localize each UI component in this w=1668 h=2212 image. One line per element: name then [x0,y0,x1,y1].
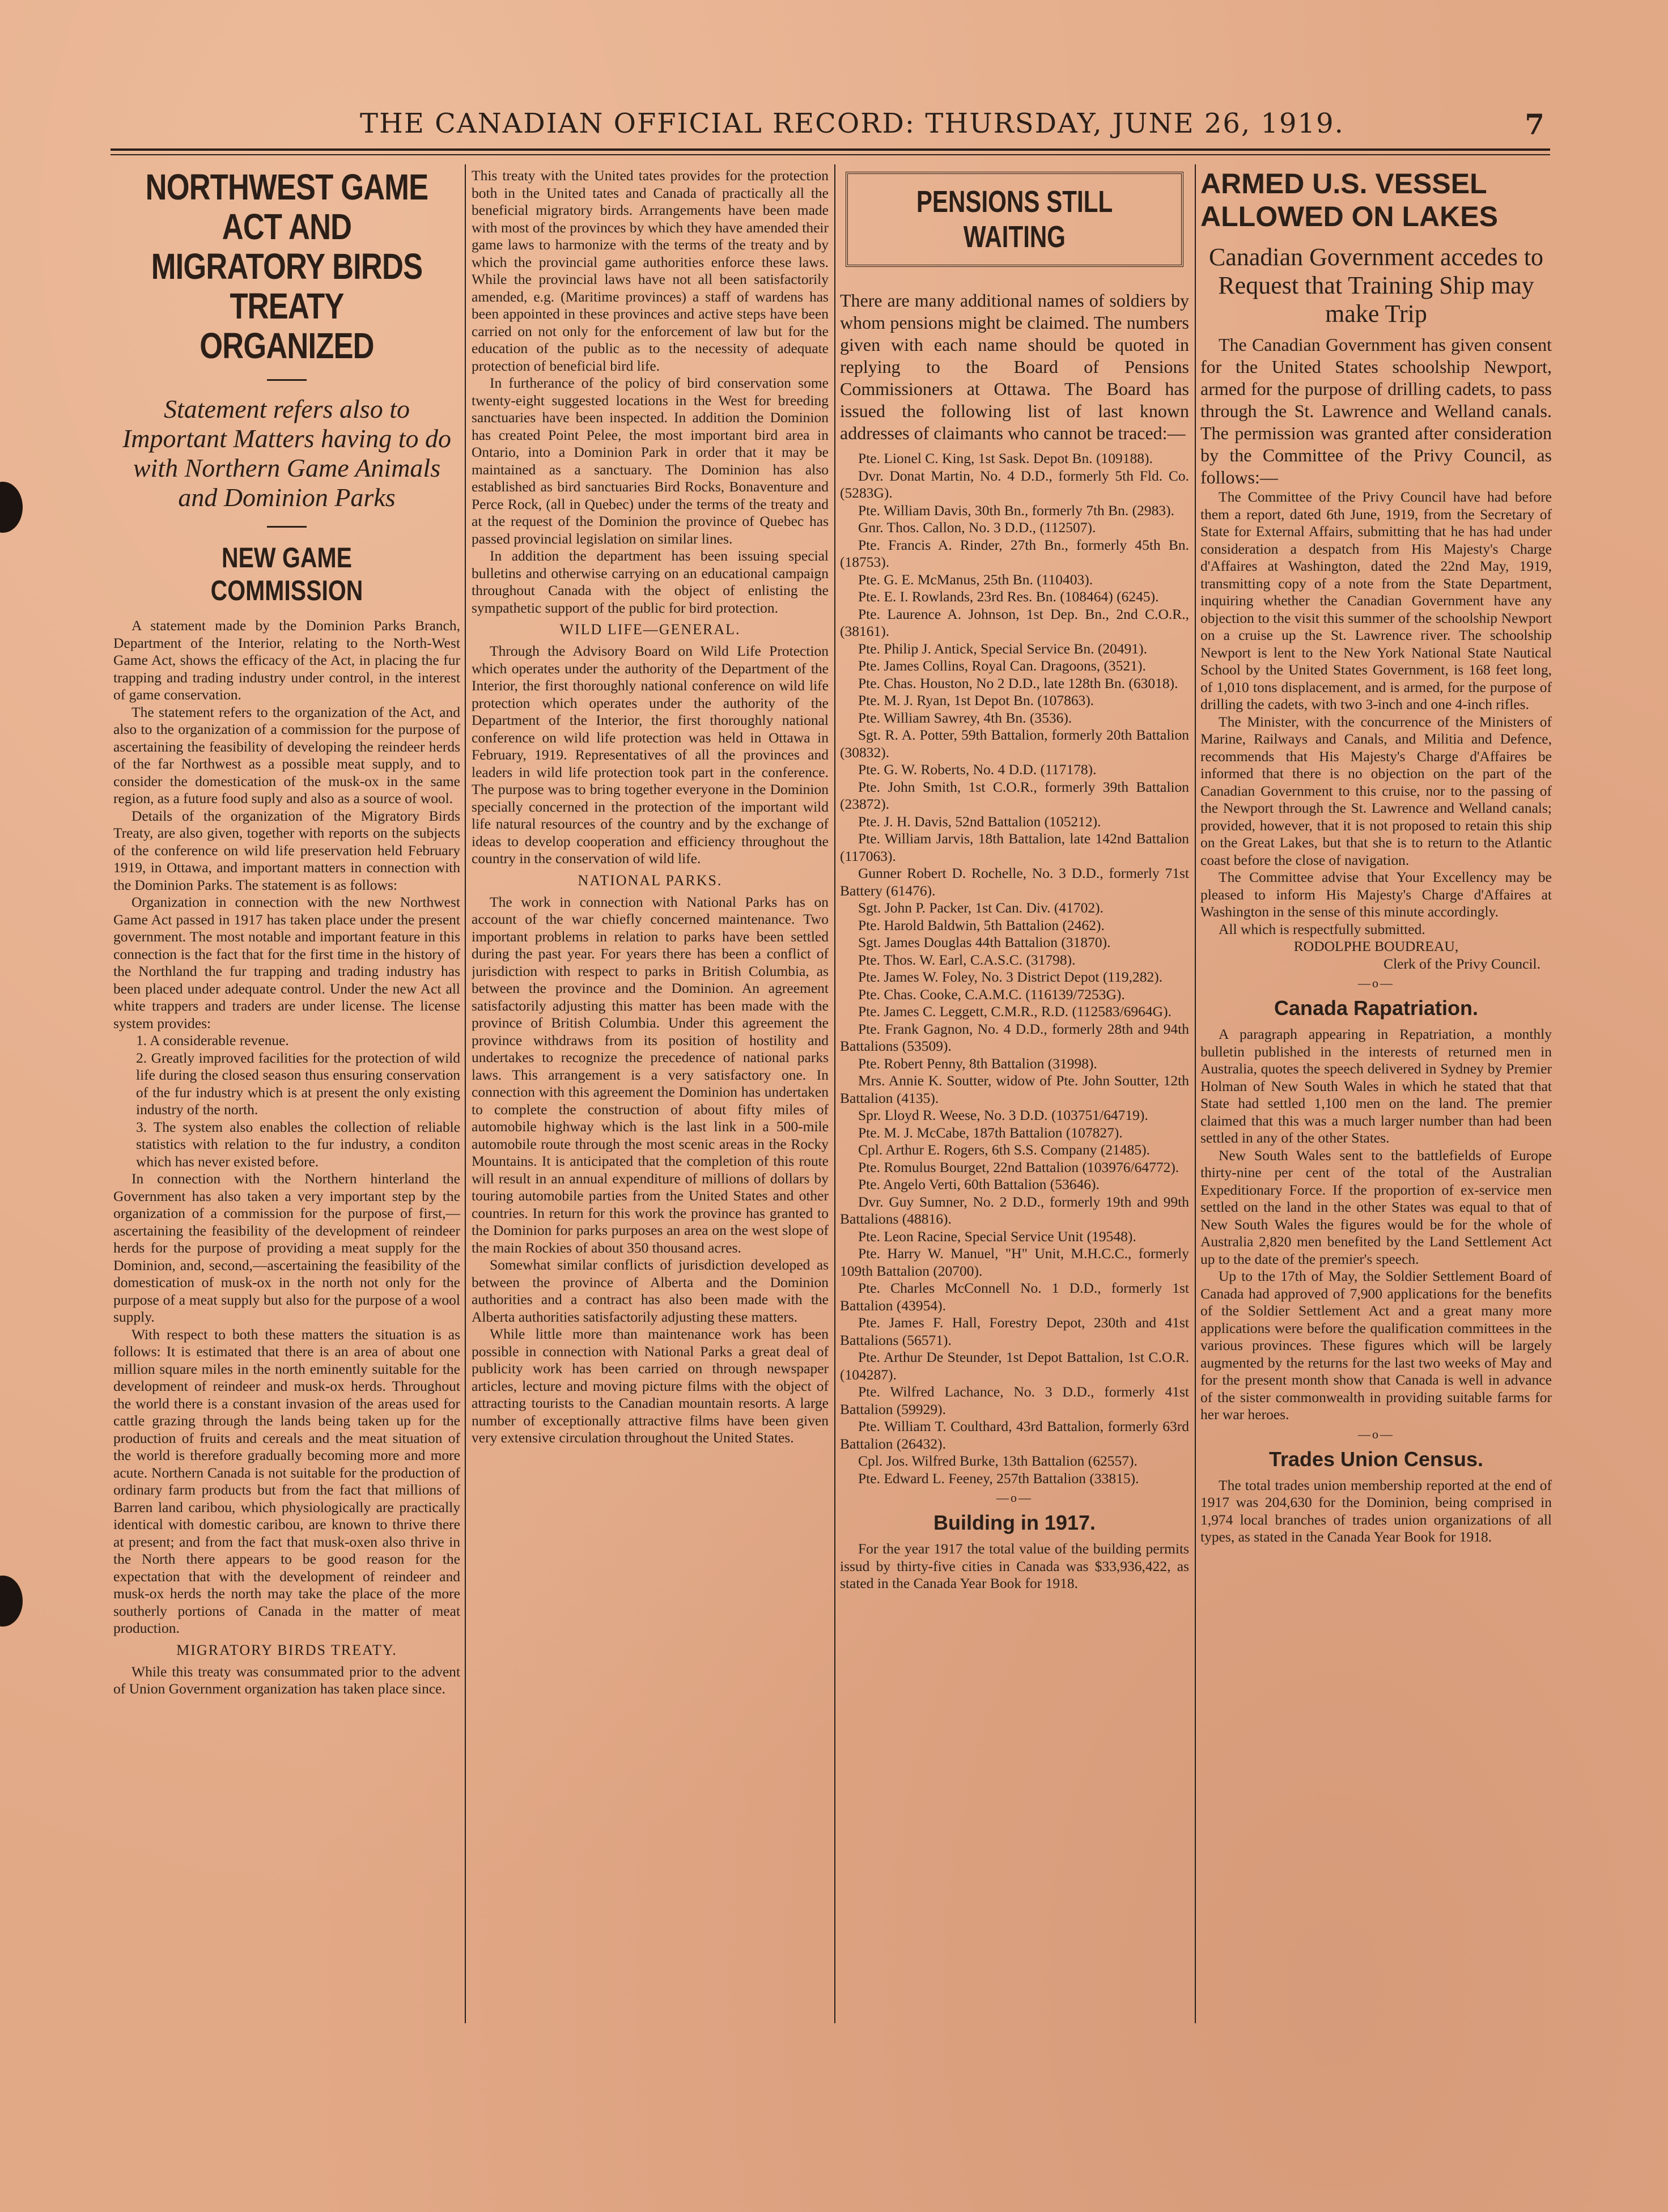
claimant-entry: Pte. Charles McConnell No. 1 D.D., formerly 1st Battalion (43954). [840,1280,1189,1314]
col2-paragraph: In furtherance of the policy of bird conservation some twenty-eight suggested locations in the West for breeding sanctuaries have been inspected. In addition the Dominion has created Point Pelee, the most important bird area in Ontario, into a Dominion Park in order that it may be maintained as a sanctuary. The Dominion has also established as bird sanctuaries Bird Rocks, Bonaventure and Perce Rock, (all in Quebec) under the terms of the treaty and at the request of the Dominion the province of Quebec has passed provincial legislation on similar lines. [472,375,829,547]
binding-hole-bottom [0,1576,23,1627]
claimant-entry: Dvr. Guy Sumner, No. 2 D.D., formerly 19th and 99th Battalions (48816). [840,1193,1189,1227]
ornament: —o— [996,1491,1033,1505]
col1-paragraph: Details of the organization of the Migratory Birds Treaty, are also given, together with reports on the subjects of the conference on wild life preservation held February 1919, in Ottawa, and important matters in connection with the Dominion Parks. The statement is as follows: [113,807,460,893]
col2-paragraph: Somewhat similar conflicts of jurisdiction developed as between the province of Alberta and the Dominion authorities and a contract has also been made with the Alberta authorities satisfactorily adjusting these matters. [472,1256,829,1325]
column-1 [113,167,460,2026]
claimant-entry: Pte. James W. Foley, No. 3 District Depot (119,282). [858,969,1163,985]
claimant-entry: Pte. Chas. Cooke, C.A.M.C. (116139/7253G). [858,986,1125,1003]
claimants-list [840,450,1189,1487]
deck-dash [267,526,307,528]
col4-paragraph: New South Wales sent to the battlefields of Europe thirty-nine per cent of the total of the Australian Expeditionary Force. If the proportion of ex-service men settled on the land in the other States was equal to that of New South Wales the figures would be for the whole of Australia 2,820 men benefited by the Land Settlement Act up to the date of the premier's speech. [1200,1147,1552,1267]
pensions-headline-box [846,172,1183,267]
claimant-entry: Pte. Harold Baldwin, 5th Battalion (2462). [858,916,1105,933]
claimant-entry: Cpl. Jos. Wilfred Burke, 13th Battalion (62557). [858,1453,1138,1469]
armed-vessel-lead [1200,334,1552,489]
col1-paragraph: A statement made by the Dominion Parks Branch, Department of the Interior, relating to the North-West Game Act, shows the efficacy of the Act, in placing the fur trapping and trading industry under control, in the interest of game conservation. [113,617,460,703]
claimant-entry: Pte. Thos. W. Earl, C.A.S.C. (31798). [858,951,1076,968]
col2-paragraph: In addition the department has been issuing special bulletins and otherwise carrying on an educational campaign throughout Canada with the object of enlisting the sympathetic support of the public for bird protection. [472,547,829,616]
col2-paragraph: While little more than maintenance work has been possible in connection with National Parks a great deal of publicity work has been carried on through newspaper articles, lecture and moving picture films with the object of attracting tourists to the Canadian mountain resorts. A large number of exceptionally attractive films have been given very extensive circulation throughout the United States. [472,1326,829,1446]
claimant-entry: Pte. Arthur De Steunder, 1st Depot Battalion, 1st C.O.R. (104287). [840,1349,1189,1383]
pensions-intro [840,290,1189,444]
claimant-entry: Pte. M. J. Ryan, 1st Depot Bn. (107863). [858,692,1094,708]
claimant-entry: Spr. Lloyd R. Weese, No. 3 D.D. (103751/64719). [858,1107,1148,1123]
col4-paragraph: A paragraph appearing in Repatriation, a monthly bulletin published in the interests of returned men in Australia, quotes the speech delivered in Sydney by Premier Holman of New South Wales in which he stated that that State had settled 1,100 men on the land. The premier claimed that this was a much larger number than had been settled in any of the other States. [1200,1026,1552,1146]
ornament: —o— [1358,976,1394,990]
claimant-entry: Pte. Leon Racine, Special Service Unit (19548). [858,1228,1136,1245]
claimant-entry: Pte. Romulus Bourget, 22nd Battalion (103976/64772). [858,1158,1179,1175]
claimant-entry: Pte. William Sawrey, 4th Bn. (3536). [858,709,1072,726]
claimant-entry: Pte. James C. Leggett, C.M.R., R.D. (112583/6964G). [858,1003,1172,1020]
masthead-title: THE CANADIAN OFFICIAL RECORD: THURSDAY, JUNE 26, 1919. [360,108,1344,139]
masthead-rule-top [111,148,1550,151]
claimant-entry: Pte. E. I. Rowlands, 23rd Res. Bn. (108464) (6245). [858,588,1159,605]
claimant-entry: Gunner Robert D. Rochelle, No. 3 D.D., formerly 71st Battery (61476). [840,865,1189,899]
claimant-entry: Mrs. Annie K. Soutter, widow of Pte. John Soutter, 12th Battalion (4135). [840,1072,1189,1106]
col2-paragraph: Through the Advisory Board on Wild Life Protection which operates under the authority of the Department of the Interior, the first thoroughly national conference on wild life protection which operates under the authority of the Department of the Interior, the first thoroughly national conference on wild life protection was held in Ottawa in February, 1919. Representatives of all the provinces and leaders in wild life protection took part in the conference. The purpose was to bring together everyone in the Dominion specially concerned in the protection of the important wild life natural resources of the country and by the exchange of ideas to develop cooperation and efficiency throughout the country in the conservation of wild life. [472,643,829,867]
ornament: —o— [1358,1426,1394,1441]
signature-name: RODOLPHE BOUDREAU, [1293,938,1459,954]
col2-paragraph: This treaty with the United tates provides for the protection both in the United tates and Canada of practically all the beneficial migratory birds. Arrangements have been made with most of the provinces by which they have amended their game laws to harmonize with the terms of the treaty and by which the provincial game authorities enforce these laws. While the provincial laws have not all been satisfactorily amended, e.g. (Maritime provinces) a staff of wardens has been appointed in these provinces and active steps have been carried on not only for the enforcement of law but for the education of the public as to the necessity of adequate protection of beneficial bird life. [472,167,829,374]
headline-dash [267,379,307,381]
claimant-entry: Pte. Philip J. Antick, Special Service Bn. (20491). [858,640,1147,657]
new-game-commission-heading: NEW GAME COMMISSION [210,542,363,606]
claimant-entry: Pte. G. W. Roberts, No. 4 D.D. (117178). [858,761,1097,778]
claimant-entry: Gnr. Thos. Callon, No. 3 D.D., (112507). [858,519,1096,536]
claimant-entry: Cpl. Arthur E. Rogers, 6th S.S. Company (21485). [858,1141,1150,1158]
building-1917-heading: Building in 1917. [933,1511,1096,1534]
claimant-entry: Pte. Edward L. Feeney, 257th Battalion (33815). [858,1470,1139,1487]
col4-paragraph: The Minister, with the concurrence of the Ministers of Marine, Railways and Canals, and Militia and Defence, recommends that His Majesty's Charge d'Affaires be informed that there is no objection on the part of the Canadian Government to this cruise, nor to the passing of the Newport through the St. Lawrence and Welland canals; provided, however, that it is not proposed to retain this ship on the Great Lakes, but that she is to return to the Atlantic coast before the close of navigation. [1200,713,1552,868]
armed-vessel-deck: Canadian Government accedes to Request that Training Ship may make Trip [1208,243,1544,328]
armed-vessel-lead-text: The Canadian Government has given consent for the United States schoolship Newport, armed for the purpose of drilling cadets, to pass through the St. Lawrence and Welland canals. The permission was granted after consideration by the Committee of the Privy Council, as follows:— [1200,334,1552,487]
column-rule-1 [465,164,466,2023]
claimant-entry: Pte. Wilfred Lachance, No. 3 D.D., formerly 41st Battalion (59929). [840,1383,1189,1417]
claimant-entry: Pte. Harry W. Manuel, "H" Unit, M.H.C.C., formerly 109th Battalion (20700). [840,1245,1189,1279]
binding-hole-top [0,482,23,533]
col4-paragraph: The Committee of the Privy Council have had before them a report, dated 6th June, 1919, from the Secretary of State for External Affairs, submitting that he has had under consideration a despatch from His Majesty's Charge d'Affaires at Washington, dated the 22nd May, 1919, transmitting copy of a note from the State Department, inquiring whether the Canadian Government have any objection to the visit this summer of the schoolship Newport on a cruise up the St. Lawrence river. The schoolship Newport is lent to the New York National State Nautical School by the United States Government, is 168 feet long, of 1,010 tons displacement, and is armed, for the purpose of drilling the cadets, with two 3-inch and one 4-inch rifles. [1200,489,1552,712]
migratory-birds-treaty-heading: MIGRATORY BIRDS TREATY. [176,1641,397,1658]
pensions-intro-text: There are many additional names of soldiers by whom pensions might be claimed. The numbers given with each name should be quoted in replying to the Board of Pensions Commissioners at Ottawa. The Board has issued the following list of last known addresses of claimants who cannot be traced:— [840,290,1189,443]
signature-title: Clerk of the Privy Council. [1383,955,1540,972]
claimant-entry: Pte. J. H. Davis, 52nd Battalion (105212). [858,813,1101,830]
list-item: 3. The system also enables the collection of reliable statistics with relation to the fur industry, a conditon which has never existed before. [136,1118,460,1170]
col2-paragraph: The work in connection with National Parks has on account of the war chiefly concerned maintenance. Two important problems in relation to parks have been settled during the past year. For years there has been a conflict of jurisdiction with respect to parks in British Columbia, as between the province and the Dominion. An agreement satisfactorily adjusting this matter has been made with the province of British Columbia. Under this agreement the province withdraws from its position of hostility and undertakes to recognize the precedence of national parks laws. This arrangement is a very satisfactory one. In connection with this agreement the Dominion has undertaken to complete the construction of about fifty miles of automobile highway which is the last link in a 500-mile automobile route through the most scenic areas in the Rocky Mountains. It is anticipated that the completion of this route will result in an annual expenditure of millions of dollars by touring automobile parties from the United States and other countries. In return for this work the province has granted to the Dominion for parks purposes an area on the west slope of the main Rockies of about 350 thousand acres. [472,893,829,1256]
claimant-entry: Pte. William Davis, 30th Bn., formerly 7th Bn. (2983). [858,502,1175,519]
claimant-entry: Pte. Robert Penny, 8th Battalion (31998). [858,1055,1097,1072]
claimant-entry: Pte. Chas. Houston, No 2 D.D., late 128th Bn. (63018). [858,674,1178,691]
col1-paragraph: With respect to both these matters the situation is as follows: It is estimated that there is an area of about one million square miles in the north eminently suitable for the development of reindeer and musk-ox herds. Throughout the world there is a constant invasion of the areas used for cattle grazing through the lands being taken up for the production of fruits and cereals and the meat situation of the world is therefore gradually becoming more and more acute. Northern Canada is not suitable for the production of ordinary farm products but from the fact that millions of Barren land caribou, which physiologically are practically identical with domestic caribou, are known to thrive there at present; and from the fact that musk-oxen also thrive in the North there appears to be good reason for the expectation that with the development of reindeer and musk-ox herds the north may take the place of the more southerly portions of Canada in the matter of meat production. [113,1326,460,1636]
building-1917-text: For the year 1917 the total value of the building permits issud by thirty-five cities in Canada was $33,936,422, as stated in the Canada Year Book for 1918. [840,1540,1189,1591]
claimant-entry: Pte. Francis A. Rinder, 27th Bn., formerly 45th Bn. (18753). [840,536,1189,570]
wild-life-general-heading: WILD LIFE—GENERAL. [559,621,741,638]
col4-paragraph: The Committee advise that Your Excellency may be pleased to inform His Majesty's Charge d'Affaires at Washington in the sense of this minute accordingly. [1200,869,1552,920]
claimant-entry: Pte. Frank Gagnon, No. 4 D.D., formerly 28th and 94th Battalions (53509). [840,1020,1189,1054]
claimant-entry: Pte. William Jarvis, 18th Battalion, late 142nd Battalion (117063). [840,830,1189,864]
column-4 [1200,167,1552,2026]
col1-paragraph: While this treaty was consummated prior to the advent of Union Government organization has taken place since. [113,1663,460,1697]
claimant-entry: Pte. William T. Coulthard, 43rd Battalion, formerly 63rd Battalion (26432). [840,1418,1189,1452]
col1-paragraph: In connection with the Northern hinterland the Government has also taken a very important step by the organization of a commission for the purpose of first,—ascertaining the feasibility of the development of reindeer herds for the purpose of providing a meat supply for the Dominion, and, second,—ascertaining the feasibility of the domestication of musk-ox in the north not only for the purpose of a meat supply but also for the purpose of a wool supply. [113,1170,460,1325]
pensions-headline: PENSIONS STILL WAITING [916,185,1113,254]
canada-rapatriation-heading: Canada Rapatriation. [1274,996,1479,1020]
claimant-entry: Pte. M. J. McCabe, 187th Battalion (107827). [858,1124,1123,1141]
claimant-entry: Pte. James Collins, Royal Can. Dragoons, (3521). [858,657,1146,674]
column-rule-2 [834,164,835,2023]
claimant-entry: Pte. James F. Hall, Forestry Depot, 230th and 41st Battalions (56571). [840,1314,1189,1348]
col4-paragraph: All which is respectfully submitted. [1219,920,1425,937]
trades-union-census-heading: Trades Union Census. [1268,1447,1484,1471]
claimant-entry: Pte. Laurence A. Johnson, 1st Dep. Bn., 2nd C.O.R., (38161). [840,605,1189,639]
list-item: 2. Greatly improved facilities for the protection of wild life during the closed season thus ensuring conservation of the fur industry which is at present the only existing industry of the north. [136,1049,460,1118]
col4-paragraph: Up to the 17th of May, the Soldier Settlement Board of Canada had approved of 7,900 applications for the benefits of the Soldier Settlement Act and a great many more applications were before the qualification committees in the various provinces. These figures which will be largely augmented by the returns for the last two weeks of May and for the present month show that Canada is well in advance of the sister commonwealth in providing suitable farms for her war heroes. [1200,1268,1552,1423]
col1-paragraph: Organization in connection with the new Northwest Game Act passed in 1917 has taken place under the present government. The most notable and important feature in this connection is the fact that for the first time in the history of the Northland the fur trapping and trading industry has been placed under adequate control. Under the new Act all white trappers and traders are under license. The license system provides: [113,894,460,1031]
masthead-rule-bottom [111,154,1550,155]
col1-paragraph: The statement refers to the organization of the Act, and also to the organization of a commission for the purpose of ascertaining the feasibility of developing the reindeer herds of the far Northwest as a possible meat supply, and to consider the domestication of the musk-ox in the same region, as a future food suply and also as a source of wool. [113,703,460,806]
game-act-deck: Statement refers also to Important Matters having to do with Northern Game Animals and Dominion Parks [122,394,452,512]
claimant-entry: Sgt. John P. Packer, 1st Can. Div. (41702). [858,899,1103,916]
game-act-headline: NORTHWEST GAME ACT AND MIGRATORY BIRDS TREATY ORGANIZED [145,167,428,366]
armed-vessel-headline: ARMED U.S. VESSEL ALLOWED ON LAKES [1200,168,1498,232]
claimant-entry: Pte. Angelo Verti, 60th Battalion (53646). [858,1176,1100,1192]
list-item: 1. A considerable revenue. [136,1032,289,1048]
claimant-entry: Pte. G. E. McManus, 25th Bn. (110403). [858,571,1093,588]
page-number: 7 [1525,108,1544,141]
masthead [111,108,1550,147]
claimant-entry: Sgt. R. A. Potter, 59th Battalion, formerly 20th Battalion (30832). [840,727,1189,761]
claimant-entry: Pte. John Smith, 1st C.O.R., formerly 39th Battalion (23872). [840,778,1189,812]
claimant-entry: Sgt. James Douglas 44th Battalion (31870). [858,934,1111,950]
column-3 [840,167,1189,2026]
claimant-entry: Dvr. Donat Martin, No. 4 D.D., formerly 5th Fld. Co. (5283G). [840,467,1189,501]
national-parks-heading: NATIONAL PARKS. [578,872,723,889]
claimant-entry: Pte. Lionel C. King, 1st Sask. Depot Bn. (109188). [858,450,1153,466]
column-2 [472,167,829,2026]
trades-union-census-text: The total trades union membership reported at the end of 1917 was 204,630 for the Dominion, being comprised in 1,974 local branches of trades union organizations of all types, as stated in the Canada Year Book for 1918. [1200,1476,1552,1545]
column-rule-3 [1195,164,1196,2023]
license-provisions-list [113,1032,460,1170]
